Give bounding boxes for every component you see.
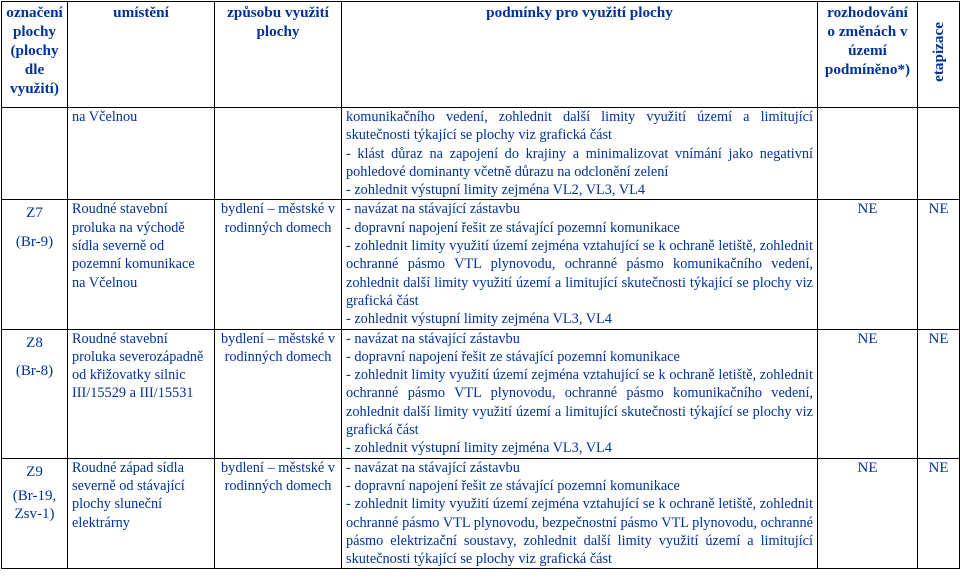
row-code: Z8 xyxy=(26,334,43,351)
row-stage: NE xyxy=(918,458,960,569)
row-use: bydlení – městské v rodinných domech xyxy=(215,329,342,458)
condition-line: - dopravní napojení řešit ze stávající pozemní komunikace xyxy=(346,348,680,365)
row-location: Roudné západ sídla severně od stávající plochy sluneční elektrárny xyxy=(68,458,215,569)
table-row-z8 xyxy=(2,329,960,458)
row-code-cell xyxy=(2,200,68,329)
condition-line: - zohlednit limity využití území zejména vztahující se k ochraně letiště, zohlednit ochranné pásmo VTL plynovodu, bezpečnostní pásmo VTL plynovodu, ochranné pásmo elektrizační soustavy, zohlednit další limity využití území a limitující skutečnosti týkající se plochy viz grafická část xyxy=(346,496,813,568)
condition-line: - navázat na stávající zástavbu xyxy=(346,330,520,347)
row-use: bydlení – městské v rodinných domech xyxy=(215,458,342,569)
condition-line: - klást důraz na zapojení do krajiny a minimalizovat vnímání jako negativní pohledové dominanty včetně důrazu na odclonění zelení xyxy=(346,145,813,180)
row-code: Z7 xyxy=(26,205,43,222)
row-stage: NE xyxy=(918,200,960,329)
table-row-z9 xyxy=(2,458,960,569)
row-subcode: (Br-19, Zsv-1) xyxy=(12,487,57,523)
header-decision: rozhodování o změnách v území podmíněno*) xyxy=(818,2,918,108)
row-decision: NE xyxy=(818,200,918,329)
cont-stage-cell xyxy=(918,108,960,200)
row-subcode: (Br-9) xyxy=(15,233,54,250)
condition-line: - zohlednit limity využití území zejména vztahující se k ochraně letiště, zohlednit ochranné pásmo VTL plynovodu, ochranné pásmo komunikačního vedení, zohlednit další limity využití území a limitující skutečnosti týkající se plochy viz grafická část xyxy=(346,238,813,309)
condition-line: - zohlednit výstupní limity zejména VL3, VL4 xyxy=(346,440,612,457)
header-stage-label: etapizace xyxy=(930,22,947,82)
row-conditions xyxy=(342,458,818,569)
header-use: způsobu využití plochy xyxy=(215,2,342,108)
row-code: Z9 xyxy=(26,463,43,480)
row-conditions xyxy=(342,329,818,458)
row-location: Roudné stavební proluka severozápadně od křižovatky silnic III/15529 a III/15531 xyxy=(68,329,215,458)
condition-line: - zohlednit výstupní limity zejména VL2, VL3, VL4 xyxy=(346,182,646,199)
cont-location: na Včelnou xyxy=(68,108,215,200)
row-decision: NE xyxy=(818,458,918,569)
row-code-cell xyxy=(2,458,68,569)
row-conditions xyxy=(342,200,818,329)
row-subcode: (Br-8) xyxy=(15,362,54,379)
header-location: umístění xyxy=(68,2,215,108)
cont-code-cell xyxy=(2,108,68,200)
row-code-cell xyxy=(2,329,68,458)
condition-line: - zohlednit limity využití území zejména vztahující se k ochraně letiště, zohlednit ochranné pásmo VTL plynovodu, ochranné pásmo komunikačního vedení, zohlednit další limity využití území a limitující skutečnosti týkající se plochy viz grafická část xyxy=(346,367,813,439)
condition-line: komunikačního vedení, zohlednit další limity využití území a limitující skutečnosti týkající se plochy viz grafická část xyxy=(346,109,813,144)
header-row xyxy=(2,2,960,108)
row-decision: NE xyxy=(818,329,918,458)
cont-decision-cell xyxy=(818,108,918,200)
table-row-continuation xyxy=(2,108,960,200)
table-row-z7 xyxy=(2,200,960,329)
condition-line: - dopravní napojení řešit ze stávající pozemní komunikace xyxy=(346,219,680,236)
row-location: Roudné stavební proluka na východě sídla severně od pozemní komunikace na Včelnou xyxy=(68,200,215,329)
header-designation: označení plochy (plochy dle využití) xyxy=(2,2,68,108)
row-stage: NE xyxy=(918,329,960,458)
conditions-table xyxy=(1,1,960,569)
row-use: bydlení – městské v rodinných domech xyxy=(215,200,342,329)
cont-use-cell xyxy=(215,108,342,200)
condition-line: - navázat na stávající zástavbu xyxy=(346,201,520,218)
header-stage xyxy=(918,2,960,108)
condition-line: - navázat na stávající zástavbu xyxy=(346,459,520,476)
condition-line: - zohlednit výstupní limity zejména VL3, VL4 xyxy=(346,311,612,328)
condition-line: - dopravní napojení řešit ze stávající pozemní komunikace xyxy=(346,477,680,494)
header-conditions: podmínky pro využití plochy xyxy=(342,2,818,108)
cont-conditions xyxy=(342,108,818,200)
